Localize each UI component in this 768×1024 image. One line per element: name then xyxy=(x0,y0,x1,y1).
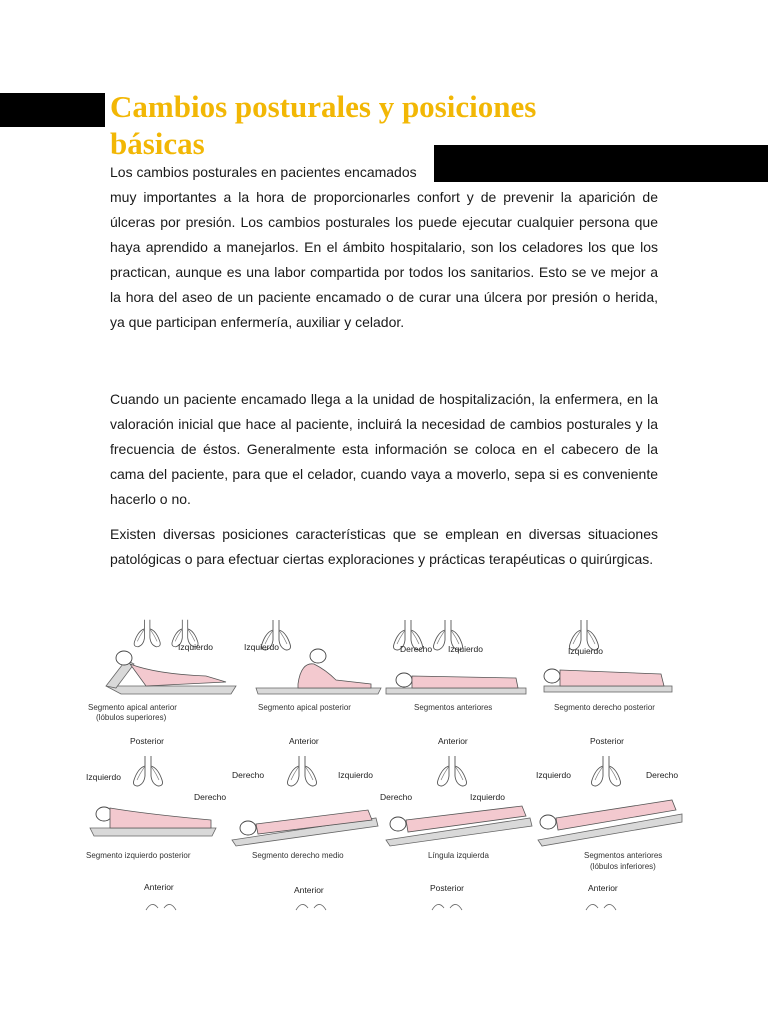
bed-5 xyxy=(90,828,216,836)
patient-5 xyxy=(110,808,211,828)
row3-label-2: Anterior xyxy=(294,885,324,895)
row2-side-4: Izquierdo xyxy=(338,770,373,780)
bed-1 xyxy=(106,686,236,694)
row2-side-2: Derecho xyxy=(194,792,227,802)
row-1 xyxy=(88,620,672,722)
row2-caption-4b: (lóbulos inferiores) xyxy=(590,862,656,871)
page-title: Cambios posturales y posiciones básicas xyxy=(110,89,537,161)
row2-caption-4: Segmentos anteriores xyxy=(584,851,663,860)
row1-label-2: Izquierdo xyxy=(244,642,279,652)
row3-label-3: Posterior xyxy=(430,883,465,893)
patient-1 xyxy=(130,664,226,686)
row-2 xyxy=(86,736,682,871)
row2-label-1: Posterior xyxy=(130,736,165,746)
row2-caption-1: Segmento izquierdo posterior xyxy=(86,851,191,860)
row2-side-1: Izquierdo xyxy=(86,772,121,782)
row1-label-3a: Derecho xyxy=(400,644,433,654)
paragraph-1-first-line: Los cambios posturales en pacientes encamados xyxy=(110,164,417,180)
row1-caption-1b: (lóbulos superiores) xyxy=(96,713,167,722)
row2-side-5: Derecho xyxy=(380,792,413,802)
row1-caption-1: Segmento apical anterior xyxy=(88,703,177,712)
redaction-bar-left xyxy=(0,93,105,127)
bed-2 xyxy=(256,688,381,694)
patient-4 xyxy=(560,670,664,686)
row1-caption-4: Segmento derecho posterior xyxy=(554,703,655,712)
paragraph-1-body: muy importantes a la hora de proporcionarles confort y de prevenir la aparición de úlceras por presión. Los cambios posturales los puede ejecutar cualquier persona que haya aprendido a manejarlos. En el ámbito hospitalario, son los celadores los que los practican, aunque es una labor compartida por todos los sanitarios. Esto se ve mejor a la hora del aseo de un paciente encamado o de curar una úlcera por presión o herida, ya que participan enfermería, auxiliar y celador. xyxy=(110,189,658,330)
row2-side-6: Izquierdo xyxy=(470,792,505,802)
row2-side-3: Derecho xyxy=(232,770,265,780)
paragraph-3: Existen diversas posiciones características que se emplean en diversas situaciones patológicas o para efectuar ciertas exploraciones y prácticas terapéuticas o quirúrgicas. xyxy=(110,526,658,567)
row2-caption-3: Língula izquierda xyxy=(428,851,489,860)
row3-label-4: Anterior xyxy=(588,883,618,893)
row3-label-1: Anterior xyxy=(144,882,174,892)
row-3 xyxy=(144,882,618,910)
row2-label-2: Anterior xyxy=(289,736,319,746)
row1-label-1: Izquierdo xyxy=(178,642,213,652)
row2-label-4: Posterior xyxy=(590,736,625,746)
row2-side-7: Izquierdo xyxy=(536,770,571,780)
postural-drainage-figure xyxy=(86,618,686,918)
row2-label-3: Anterior xyxy=(438,736,468,746)
patient-3 xyxy=(412,676,518,688)
paragraph-2: Cuando un paciente encamado llega a la unidad de hospitalización, la enfermera, en la valoración inicial que hace al paciente, incluirá la necesidad de cambios posturales y la frecuencia de éstos. Generalmente esta información se coloca en el cabecero de la cama del paciente, para que el celador, cuando vaya a moverlo, sepa si es conveniente hacerlo o no. xyxy=(110,391,658,507)
row2-caption-2: Segmento derecho medio xyxy=(252,851,344,860)
row1-caption-3: Segmentos anteriores xyxy=(414,703,493,712)
row1-label-3b: Izquierdo xyxy=(448,644,483,654)
row2-side-8: Derecho xyxy=(646,770,679,780)
patient-2 xyxy=(298,664,371,688)
bed-4 xyxy=(544,686,672,692)
row1-caption-2: Segmento apical posterior xyxy=(258,703,351,712)
bed-3 xyxy=(386,688,526,694)
row1-label-4: Izquierdo xyxy=(568,646,603,656)
